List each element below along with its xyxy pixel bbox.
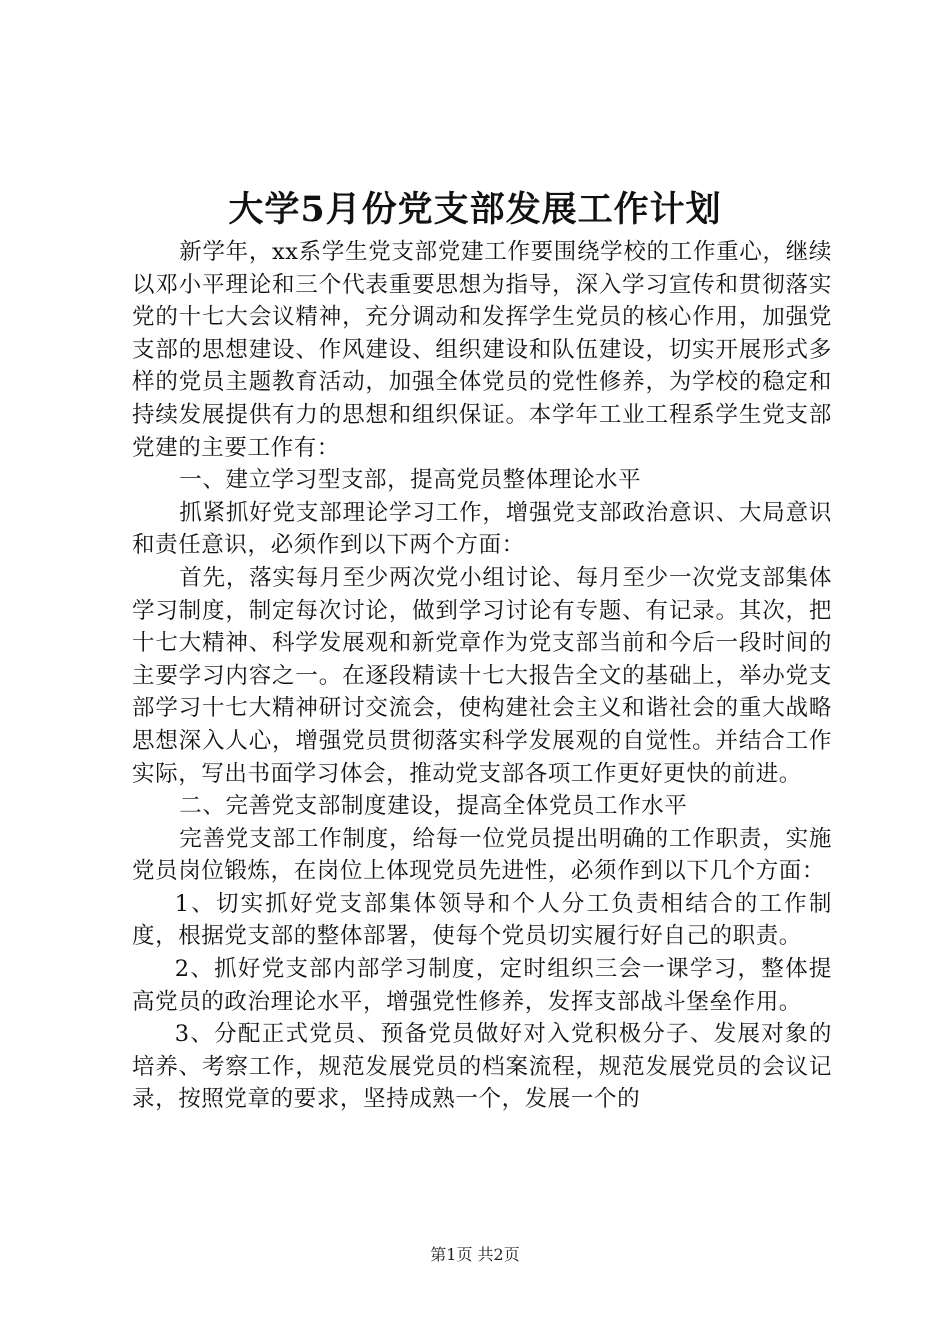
list-item-1: 1、切实抓好党支部集体领导和个人分工负责相结合的工作制度，根据党支部的整体部署，使每个党员切实履行好自己的职责。	[132, 890, 832, 950]
document-body	[132, 236, 832, 1116]
section-heading-2: 二、完善党支部制度建设，提高全体党员工作水平	[179, 793, 688, 820]
list-item-3: 3、分配正式党员、预备党员做好对入党积极分子、发展对象的培养、考察工作，规范发展党员的档案流程，规范发展党员的会议记录，按照党章的要求，坚持成熟一个，发展一个的	[132, 1021, 832, 1113]
list-item-2: 2、抓好党支部内部学习制度，定时组织三会一课学习，整体提高党员的政治理论水平，增强党性修养，发挥支部战斗堡垒作用。	[132, 956, 832, 1015]
document-title: 大学5月份党支部发展工作计划	[228, 189, 722, 230]
page-number-footer: 第1页 共2页	[430, 1245, 520, 1264]
intro-paragraph: 新学年，xx系学生党支部党建工作要围绕学校的工作重心，继续以邓小平理论和三个代表重要思想为指导，深入学习宣传和贯彻落实党的十七大会议精神，充分调动和发挥学生党员的核心作用，加强党支部的思想建设、作风建设、组织建设和队伍建设，切实开展形式多样的党员主题教育活动，加强全体党员的党性修养，为学校的稳定和持续发展提供有力的思想和组织保证。本学年工业工程系学生党支部党建的主要工作有：	[132, 239, 832, 461]
section-1-paragraph: 抓紧抓好党支部理论学习工作，增强党支部政治意识、大局意识和责任意识，必须作到以下两个方面：	[132, 499, 832, 559]
section-2-paragraph: 完善党支部工作制度，给每一位党员提出明确的工作职责，实施党员岗位锻炼，在岗位上体现党员先进性，必须作到以下几个方面：	[132, 825, 832, 885]
section-1-detail-paragraph: 首先，落实每月至少两次党小组讨论、每月至少一次党支部集体学习制度，制定每次讨论，做到学习讨论有专题、有记录。其次，把十七大精神、科学发展观和新党章作为党支部当前和今后一段时间的主要学习内容之一。在逐段精读十七大报告全文的基础上，举办党支部学习十七大精神研讨交流会，使构建社会主义和谐社会的重大战略思想深入人心，增强党员贯彻落实科学发展观的自觉性。并结合工作实际，写出书面学习体会，推动党支部各项工作更好更快的前进。	[132, 564, 832, 787]
section-heading-1: 一、建立学习型支部，提高党员整体理论水平	[179, 467, 642, 494]
